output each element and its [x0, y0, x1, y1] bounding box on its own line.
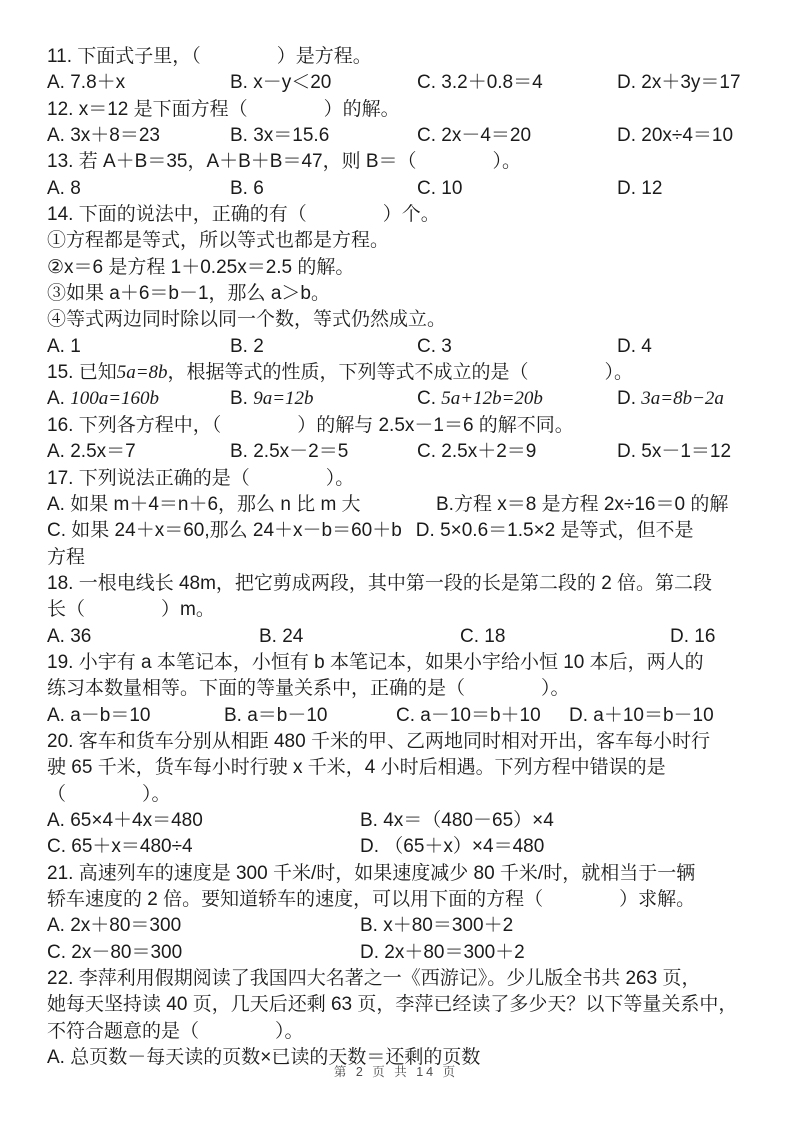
option-item: A. a－b＝10 [47, 704, 151, 726]
option-item: B. 4x＝（480－65）×4 [360, 809, 554, 831]
option-item: A. 36 [47, 625, 92, 647]
option-item: A. 2x＋80＝300 [47, 915, 182, 937]
question-stem-12: 12. x＝12 是下面方程（ ）的解。 [47, 98, 400, 120]
question-stem-21a: 21. 高速列车的速度是 300 千米/时，如果速度减少 80 千米/时，就相当于一辆 [47, 862, 696, 884]
option-item: B. 2.5x－2＝5 [230, 441, 349, 463]
question-stem-17: 17. 下列说法正确的是（ ）。 [47, 467, 355, 489]
option-item: C. 2.5x＋2＝9 [417, 441, 537, 463]
option-item: D. 4 [617, 335, 652, 357]
math-expression: 3a=8b−2a [641, 388, 724, 410]
option-item: A. 2.5x＝7 [47, 441, 136, 463]
option-letter: A. [47, 388, 71, 410]
option-item: C. 10 [417, 177, 463, 199]
option-item: A. 3x＋8＝23 [47, 125, 160, 147]
question-stem-20b: 驶 65 千米，货车每小时行驶 x 千米，4 小时后相遇。下列方程中错误的是 [47, 757, 666, 779]
options-row-15 [47, 386, 747, 412]
option-item: C. 3 [417, 335, 452, 357]
option-item: B.方程 x＝8 是方程 2x÷16＝0 的解 [436, 493, 729, 515]
options-row-21-cd [47, 940, 747, 966]
option-item: D. 5x－1＝12 [617, 441, 732, 463]
option-item: D. 12 [617, 177, 663, 199]
math-expression: 100a=160b [70, 388, 160, 410]
option-item: B. 24 [259, 625, 304, 647]
option-item: B. x＋80＝300＋2 [360, 915, 514, 937]
option-continuation-17d: 方程 [47, 546, 86, 568]
question-stem-11: 11. 下面式子里，（ ）是方程。 [47, 46, 372, 67]
option-item: C. 如果 24＋x＝60,那么 24＋x－b＝60＋b [47, 520, 402, 542]
options-row-20-ab [47, 808, 747, 834]
option-letter: C. [417, 388, 442, 410]
math-expression: 5a=8b [116, 362, 168, 384]
options-row-16 [47, 439, 747, 465]
statement-item-3: ③如果 a＋6＝b－1，那么 a＞b。 [47, 283, 330, 305]
options-row-14 [47, 334, 747, 360]
question-stem-19a: 19. 小宇有 a 本笔记本，小恒有 b 本笔记本，如果小宇给小恒 10 本后，两人的 [47, 651, 704, 673]
option-item: D. （65＋x）×4＝480 [360, 836, 545, 858]
options-row-12 [47, 123, 747, 149]
options-row-20-cd [47, 834, 747, 860]
math-expression: 5a+12b=20b [441, 388, 543, 410]
question-stem-20c: （ ）。 [47, 783, 171, 805]
question-stem-19b: 练习本数量相等。下面的等量关系中，正确的是（ ）。 [47, 678, 570, 700]
option-item: A. 7.8＋x [47, 72, 126, 94]
option-item: B. x－y＜20 [230, 72, 332, 94]
question-stem-14: 14. 下面的说法中，正确的有（ ）个。 [47, 204, 440, 226]
option-item [230, 386, 417, 412]
options-row-17-ab [47, 492, 747, 518]
option-item: C. 2x－80＝300 [47, 941, 183, 963]
options-row-11 [47, 70, 747, 96]
option-item: A. 65×4＋4x＝480 [47, 809, 203, 831]
question-stem-13: 13. 若 A＋B＝35，A＋B＋B＝47，则 B＝（ ）。 [47, 151, 522, 173]
question-stem-18b: 长（ ）m。 [47, 599, 215, 621]
question-stem-22c: 不符合题意的是（ ）。 [47, 1020, 304, 1042]
question-stem-22a: 22. 李萍利用假期阅读了我国四大名著之一《西游记》。少儿版全书共 263 页， [47, 968, 701, 990]
question-stem-22b: 她每天坚持读 40 页，几天后还剩 63 页，李萍已经读了多少天？以下等量关系中， [47, 994, 738, 1016]
option-item: A. 1 [47, 335, 81, 357]
question-stem-20a: 20. 客车和货车分别从相距 480 千米的甲、乙两地同时相对开出，客车每小时行 [47, 730, 710, 752]
options-row-21-ab [47, 913, 747, 939]
option-item: D. 2x＋80＝300＋2 [360, 941, 525, 963]
question-stem-15 [47, 360, 747, 386]
statement-item-2: ②x＝6 是方程 1＋0.25x＝2.5 的解。 [47, 256, 355, 278]
option-item: B. 6 [230, 177, 264, 199]
option-item: D. 2x＋3y＝17 [617, 72, 741, 94]
options-row-19 [47, 703, 747, 729]
option-item: A. 如果 m＋4＝n＋6，那么 n 比 m 大 [47, 493, 361, 515]
option-item: B. a＝b－10 [224, 704, 328, 726]
option-item: C. 18 [460, 625, 506, 647]
math-expression: 9a=12b [253, 388, 314, 410]
option-item: C. 65＋x＝480÷4 [47, 836, 193, 858]
question-stem-21b: 轿车速度的 2 倍。要知道轿车的速度，可以用下面的方程（ ）求解。 [47, 889, 696, 910]
text-segment: 15. 已知 [47, 362, 117, 384]
statement-item-4: ④等式两边同时除以同一个数，等式仍然成立。 [47, 309, 447, 331]
question-stem-18a: 18. 一根电线长 48m，把它剪成两段，其中第一段的长是第二段的 2 倍。第二段 [47, 572, 713, 594]
statement-item-1: ①方程都是等式，所以等式也都是方程。 [47, 230, 390, 252]
text-segment: ，根据等式的性质，下列等式不成立的是（ ）。 [167, 362, 634, 384]
options-row-17-cd [47, 518, 747, 544]
option-item: D. 20x÷4＝10 [617, 125, 734, 147]
option-letter: D. [617, 388, 642, 410]
question-stem-16: 16. 下列各方程中，（ ）的解与 2.5x－1＝6 的解不同。 [47, 414, 574, 436]
option-item: D. 5×0.6＝1.5×2 是等式，但不是 [415, 520, 694, 542]
option-item: D. 16 [670, 625, 716, 647]
option-item [617, 386, 724, 412]
option-letter: B. [230, 388, 254, 410]
option-item: C. 3.2＋0.8＝4 [417, 72, 543, 94]
option-item [417, 386, 617, 412]
option-item [47, 386, 230, 412]
worksheet-lines [47, 44, 747, 1071]
page-footer: 第 2 页 共 14 页 [333, 1065, 459, 1079]
options-row-13 [47, 176, 747, 202]
option-item: A. 总页数－每天读的页数×已读的天数＝还剩的页数 [47, 1047, 481, 1069]
option-item: B. 3x＝15.6 [230, 125, 330, 147]
option-item: C. a－10＝b＋10 [396, 704, 541, 726]
options-row-18 [47, 624, 747, 650]
option-item: D. a＋10＝b－10 [569, 704, 714, 726]
option-item: B. 2 [230, 335, 264, 357]
option-item: A. 8 [47, 177, 81, 199]
option-item: C. 2x－4＝20 [417, 125, 532, 147]
